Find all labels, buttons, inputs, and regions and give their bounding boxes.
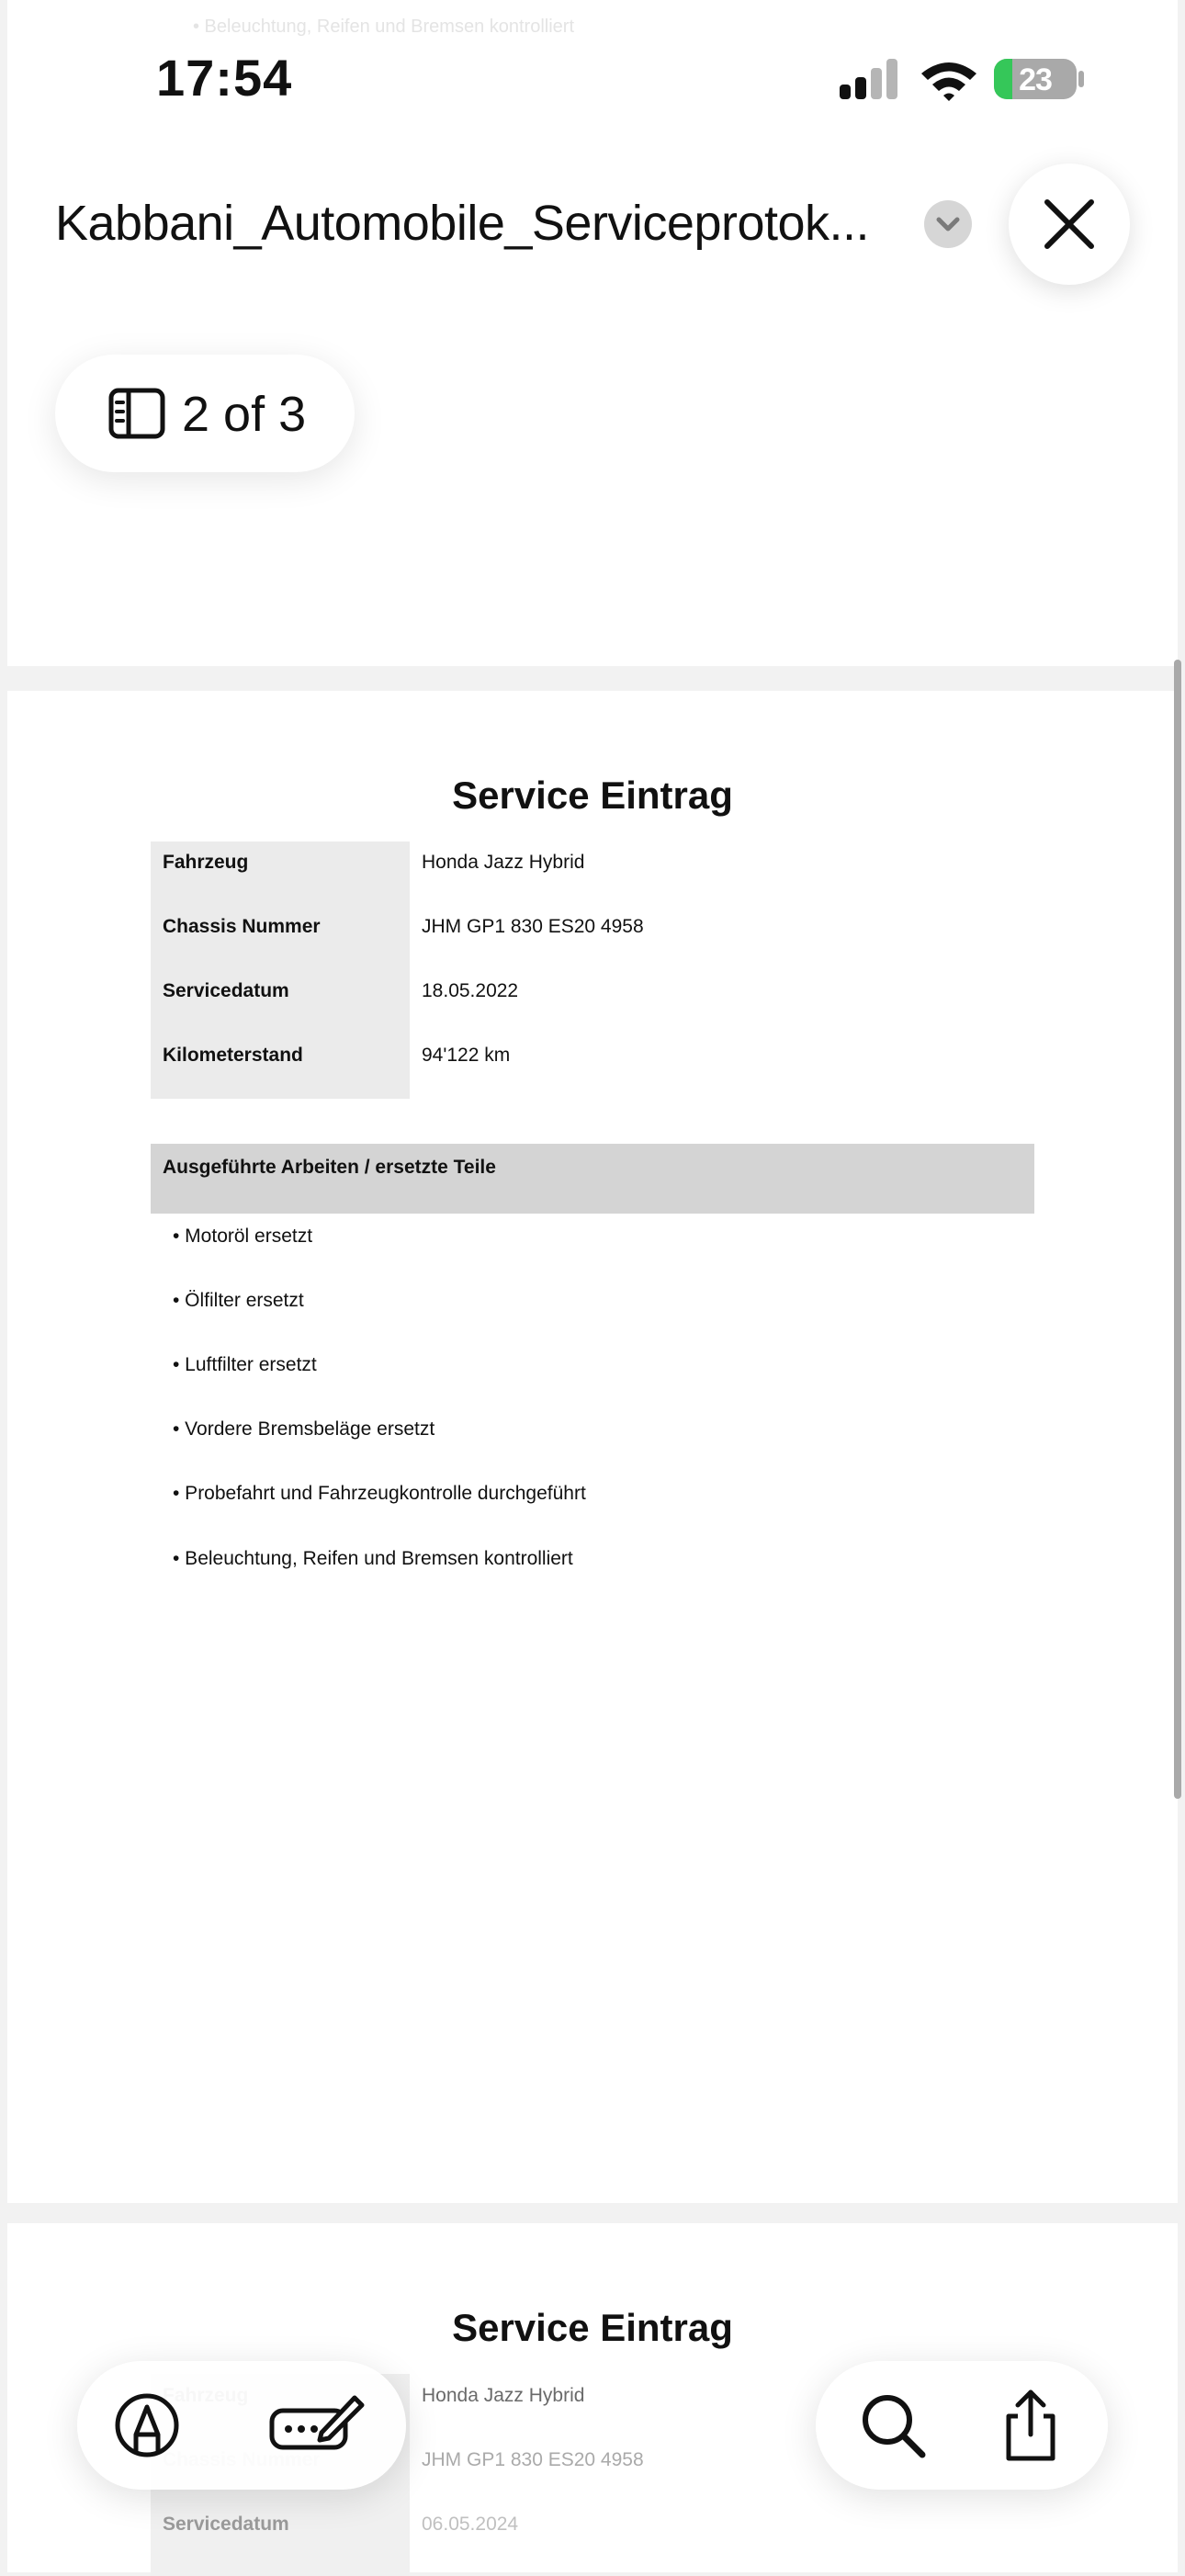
signature-icon [263, 2381, 369, 2469]
list-item: • Ölfilter ersetzt [173, 1290, 304, 1311]
next-detail-value-service-date: 06.05.2024 [422, 2514, 519, 2535]
sidebar-icon [108, 388, 165, 439]
next-detail-label-service-date: Servicedatum [163, 2514, 289, 2535]
detail-label-mileage: Kilometerstand [163, 1045, 303, 1066]
battery-percent: 23 [1019, 62, 1052, 97]
work-section-header [151, 1144, 1034, 1214]
status-time: 17:54 [156, 49, 293, 107]
actions-toolbar [816, 2361, 1108, 2490]
work-section-title: Ausgeführte Arbeiten / ersetzte Teile [163, 1157, 496, 1178]
search-icon [849, 2381, 937, 2469]
detail-value-mileage: 94'122 km [422, 1045, 511, 1066]
detail-value-service-date: 18.05.2022 [422, 980, 519, 1001]
cellular-signal-icon [840, 57, 900, 99]
next-page-title: Service Eintrag [452, 2306, 733, 2349]
page-title: Service Eintrag [452, 774, 733, 817]
page-indicator-label: 2 of 3 [182, 387, 307, 442]
detail-label-chassis: Chassis Nummer [163, 916, 321, 937]
scrollbar[interactable] [1174, 660, 1181, 1799]
list-item: • Motoröl ersetzt [173, 1226, 313, 1247]
markup-pen-icon [103, 2381, 191, 2469]
battery-cap [1078, 71, 1084, 87]
detail-value-vehicle: Honda Jazz Hybrid [422, 852, 585, 873]
signature-button[interactable] [263, 2381, 369, 2469]
next-detail-value-chassis: JHM GP1 830 ES20 4958 [422, 2449, 644, 2470]
detail-label-vehicle: Fahrzeug [163, 852, 249, 873]
detail-value-chassis: JHM GP1 830 ES20 4958 [422, 916, 644, 937]
share-icon [987, 2381, 1075, 2469]
list-item: • Beleuchtung, Reifen und Bremsen kontrolliert [173, 1548, 573, 1569]
list-item: • Vordere Bremsbeläge ersetzt [173, 1418, 435, 1440]
page-indicator-button[interactable] [55, 355, 355, 472]
battery-icon [994, 59, 1077, 99]
search-button[interactable] [849, 2381, 937, 2469]
next-detail-value-vehicle: Honda Jazz Hybrid [422, 2385, 585, 2406]
previous-page-text: • Beleuchtung, Reifen und Bremsen kontrolliert [193, 17, 575, 37]
share-button[interactable] [987, 2381, 1075, 2469]
close-button[interactable] [1009, 164, 1130, 285]
detail-label-service-date: Servicedatum [163, 980, 289, 1001]
close-icon [1009, 164, 1130, 285]
markup-toolbar [77, 2361, 406, 2490]
wifi-icon [919, 59, 979, 101]
list-item: • Probefahrt und Fahrzeugkontrolle durchgeführt [173, 1483, 586, 1504]
document-title[interactable]: Kabbani_Automobile_Serviceprotok... [55, 196, 870, 251]
chevron-down-icon[interactable] [924, 200, 972, 248]
markup-button[interactable] [103, 2381, 191, 2469]
list-item: • Luftfilter ersetzt [173, 1354, 317, 1375]
